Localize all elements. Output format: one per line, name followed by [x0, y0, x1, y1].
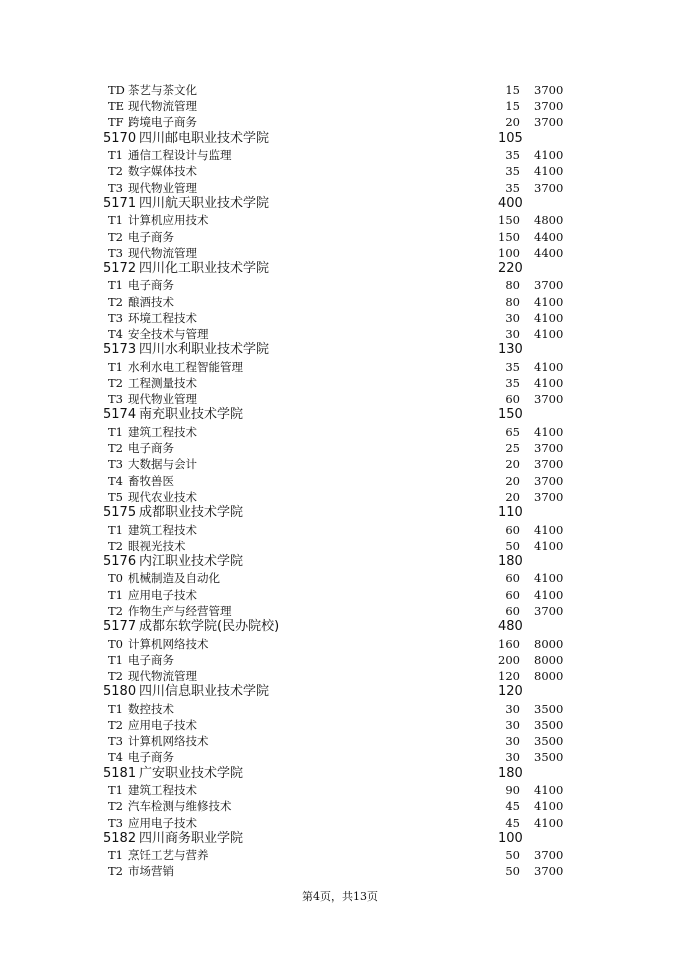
program-code: T0	[108, 571, 123, 586]
program-quota: 20	[505, 489, 520, 504]
school-row	[0, 554, 680, 571]
program-code: T1	[108, 359, 123, 374]
program-quota: 150	[498, 213, 520, 228]
program-code: T1	[108, 213, 123, 228]
program-row	[0, 229, 680, 245]
program-tuition: 4100	[534, 359, 564, 374]
program-tuition: 4400	[534, 229, 564, 244]
program-name: 眼视光技术	[128, 538, 186, 553]
program-quota: 80	[505, 294, 520, 309]
program-name: 电子商务	[128, 229, 174, 244]
program-name: 安全技术与管理	[128, 327, 209, 342]
program-code: T2	[108, 229, 123, 244]
school-code: 5172	[103, 260, 137, 276]
school-row	[0, 261, 680, 278]
program-quota: 200	[498, 652, 520, 667]
school-code: 5175	[103, 504, 137, 520]
program-quota: 50	[505, 848, 520, 863]
program-quota: 35	[505, 148, 520, 163]
program-name: 数字媒体技术	[128, 164, 197, 179]
program-row	[0, 749, 680, 765]
program-name: 现代物流管理	[128, 245, 197, 260]
program-quota: 90	[505, 783, 520, 798]
school-code: 5171	[103, 195, 137, 211]
school-code: 5174	[103, 407, 137, 423]
program-name: 机械制造及自动化	[128, 571, 220, 586]
program-row	[0, 294, 680, 310]
program-tuition: 3700	[534, 115, 564, 130]
program-quota: 35	[505, 376, 520, 390]
program-quota: 60	[505, 571, 520, 586]
school-row	[0, 196, 680, 213]
program-name: 建筑工程技术	[128, 783, 197, 798]
school-code: 5170	[103, 130, 137, 146]
program-code: TD	[108, 83, 125, 97]
program-quota: 80	[505, 278, 520, 293]
program-tuition: 8000	[534, 652, 564, 667]
program-quota: 50	[505, 864, 520, 879]
program-tuition: 4100	[534, 310, 564, 325]
program-name: 现代农业技术	[128, 489, 197, 504]
school-name: 四川商务职业学院	[139, 830, 244, 846]
school-code: 5181	[103, 765, 137, 781]
program-row	[0, 163, 680, 179]
program-tuition: 4100	[534, 783, 564, 798]
program-name: 跨境电子商务	[128, 115, 197, 130]
program-tuition: 4400	[534, 245, 564, 260]
program-row	[0, 636, 680, 652]
program-row	[0, 424, 680, 440]
school-quota: 110	[498, 504, 523, 520]
program-code: T3	[108, 392, 123, 407]
program-quota: 45	[505, 799, 520, 814]
program-quota: 35	[505, 164, 520, 179]
program-code: T2	[108, 799, 123, 814]
program-code: T4	[108, 327, 123, 342]
program-row	[0, 587, 680, 603]
program-code: T2	[108, 376, 123, 390]
program-name: 应用电子技术	[128, 717, 197, 732]
program-tuition: 4100	[534, 538, 564, 553]
program-row	[0, 847, 680, 863]
school-quota: 480	[498, 619, 523, 635]
program-name: 汽车检测与维修技术	[128, 799, 232, 814]
program-tuition: 4100	[534, 148, 564, 163]
school-name: 内江职业技术学院	[139, 553, 244, 569]
program-tuition: 4100	[534, 815, 564, 830]
program-code: T0	[108, 636, 123, 651]
school-row	[0, 684, 680, 701]
program-row	[0, 147, 680, 163]
program-quota: 50	[505, 538, 520, 553]
school-quota: 180	[498, 553, 523, 569]
program-row	[0, 863, 680, 879]
program-name: 现代物流管理	[128, 669, 197, 683]
program-quota: 15	[505, 83, 520, 97]
program-code: T3	[108, 734, 123, 749]
program-code: TF	[108, 115, 124, 130]
program-quota: 60	[505, 587, 520, 602]
program-name: 烹饪工艺与营养	[128, 848, 209, 863]
program-name: 电子商务	[128, 278, 174, 293]
program-row	[0, 489, 680, 505]
program-row	[0, 798, 680, 814]
program-code: T2	[108, 669, 123, 683]
program-code: T2	[108, 603, 123, 618]
program-row	[0, 473, 680, 489]
program-tuition: 8000	[534, 669, 564, 683]
school-quota: 130	[498, 342, 523, 358]
school-name: 成都职业技术学院	[139, 504, 244, 520]
enrollment-plan-table	[0, 82, 680, 880]
school-name: 四川水利职业技术学院	[139, 342, 270, 358]
school-quota: 180	[498, 765, 523, 781]
program-row	[0, 701, 680, 717]
school-quota: 100	[498, 830, 523, 846]
school-code: 5177	[103, 619, 137, 635]
program-name: 计算机网络技术	[128, 636, 209, 651]
program-tuition: 3500	[534, 750, 564, 765]
program-quota: 20	[505, 457, 520, 472]
program-quota: 150	[498, 229, 520, 244]
program-row	[0, 603, 680, 619]
school-row	[0, 342, 680, 359]
program-code: T4	[108, 473, 123, 488]
program-code: T2	[108, 717, 123, 732]
program-code: T3	[108, 310, 123, 325]
program-name: 建筑工程技术	[128, 522, 197, 537]
program-name: 计算机应用技术	[128, 213, 209, 228]
program-name: 通信工程设计与监理	[128, 148, 232, 163]
school-row	[0, 766, 680, 783]
program-tuition: 3700	[534, 392, 564, 407]
program-tuition: 3700	[534, 180, 564, 195]
program-row	[0, 456, 680, 472]
program-row	[0, 815, 680, 831]
program-code: T4	[108, 750, 123, 765]
school-row	[0, 131, 680, 148]
school-name: 四川邮电职业技术学院	[139, 130, 270, 146]
program-quota: 30	[505, 327, 520, 342]
school-code: 5173	[103, 342, 137, 358]
program-tuition: 3700	[534, 848, 564, 863]
page-footer: 第4页，共13页	[302, 890, 378, 903]
program-row	[0, 326, 680, 342]
program-name: 现代物业管理	[128, 392, 197, 407]
program-quota: 30	[505, 734, 520, 749]
program-tuition: 3700	[534, 489, 564, 504]
school-code: 5182	[103, 830, 137, 846]
program-code: T1	[108, 278, 123, 293]
program-tuition: 8000	[534, 636, 564, 651]
program-tuition: 4800	[534, 213, 564, 228]
program-row	[0, 668, 680, 684]
program-name: 应用电子技术	[128, 815, 197, 830]
school-name: 四川信息职业技术学院	[139, 684, 270, 700]
school-name: 四川化工职业技术学院	[139, 260, 270, 276]
program-row	[0, 359, 680, 375]
program-quota: 60	[505, 392, 520, 407]
program-name: 市场营销	[128, 864, 174, 879]
program-name: 数控技术	[128, 701, 174, 716]
program-row	[0, 717, 680, 733]
program-code: T2	[108, 538, 123, 553]
school-quota: 400	[498, 195, 523, 211]
program-name: 电子商务	[128, 441, 174, 456]
program-name: 应用电子技术	[128, 587, 197, 602]
program-name: 电子商务	[128, 750, 174, 765]
program-name: 畜牧兽医	[128, 473, 174, 488]
program-quota: 35	[505, 359, 520, 374]
school-row	[0, 407, 680, 424]
program-row	[0, 212, 680, 228]
program-code: T2	[108, 294, 123, 309]
program-code: T2	[108, 164, 123, 179]
program-code: T1	[108, 652, 123, 667]
program-row	[0, 245, 680, 261]
program-code: T2	[108, 441, 123, 456]
program-tuition: 3700	[534, 473, 564, 488]
program-name: 建筑工程技术	[128, 424, 197, 439]
program-tuition: 3700	[534, 441, 564, 456]
program-row	[0, 652, 680, 668]
school-quota: 220	[498, 260, 523, 276]
program-tuition: 3700	[534, 603, 564, 618]
program-quota: 60	[505, 522, 520, 537]
program-tuition: 4100	[534, 327, 564, 342]
program-code: T2	[108, 864, 123, 879]
program-row	[0, 98, 680, 114]
program-quota: 15	[505, 99, 520, 114]
program-tuition: 4100	[534, 571, 564, 586]
program-row	[0, 180, 680, 196]
program-code: T1	[108, 783, 123, 798]
program-name: 大数据与会计	[128, 457, 197, 472]
program-name: 电子商务	[128, 652, 174, 667]
program-quota: 30	[505, 717, 520, 732]
program-row	[0, 310, 680, 326]
program-code: T3	[108, 245, 123, 260]
program-quota: 100	[498, 245, 520, 260]
program-quota: 30	[505, 750, 520, 765]
program-quota: 30	[505, 701, 520, 716]
program-row	[0, 114, 680, 130]
program-tuition: 4100	[534, 522, 564, 537]
school-row	[0, 505, 680, 522]
program-code: T1	[108, 424, 123, 439]
program-quota: 20	[505, 473, 520, 488]
program-tuition: 4100	[534, 424, 564, 439]
program-quota: 65	[505, 424, 520, 439]
program-name: 工程测量技术	[128, 376, 197, 390]
program-tuition: 3700	[534, 864, 564, 879]
program-tuition: 3700	[534, 99, 564, 114]
program-name: 环境工程技术	[128, 310, 197, 325]
program-quota: 30	[505, 310, 520, 325]
program-tuition: 4100	[534, 799, 564, 814]
school-quota: 150	[498, 407, 523, 423]
program-code: T3	[108, 180, 123, 195]
program-code: T1	[108, 522, 123, 537]
program-quota: 35	[505, 180, 520, 195]
school-name: 成都东软学院(民办院校)	[139, 619, 280, 635]
program-quota: 60	[505, 603, 520, 618]
program-name: 计算机网络技术	[128, 734, 209, 749]
school-row	[0, 831, 680, 848]
program-row	[0, 522, 680, 538]
program-tuition: 4100	[534, 294, 564, 309]
program-tuition: 4100	[534, 587, 564, 602]
program-row	[0, 375, 680, 391]
program-row	[0, 570, 680, 586]
program-row	[0, 733, 680, 749]
program-code: TE	[108, 99, 125, 114]
program-tuition: 3700	[534, 457, 564, 472]
program-name: 作物生产与经营管理	[128, 603, 232, 618]
program-name: 酿酒技术	[128, 294, 174, 309]
program-quota: 20	[505, 115, 520, 130]
program-code: T3	[108, 457, 123, 472]
school-name: 四川航天职业技术学院	[139, 195, 270, 211]
program-row	[0, 391, 680, 407]
program-tuition: 3500	[534, 701, 564, 716]
program-tuition: 4100	[534, 164, 564, 179]
program-quota: 25	[505, 441, 520, 456]
school-row	[0, 619, 680, 636]
program-code: T5	[108, 489, 123, 504]
program-tuition: 4100	[534, 376, 564, 390]
program-row	[0, 538, 680, 554]
program-code: T3	[108, 815, 123, 830]
program-row	[0, 782, 680, 798]
program-code: T1	[108, 848, 123, 863]
program-name: 现代物业管理	[128, 180, 197, 195]
school-name: 南充职业技术学院	[139, 407, 244, 423]
program-name: 茶艺与茶文化	[128, 83, 197, 97]
school-name: 广安职业技术学院	[139, 765, 244, 781]
school-code: 5180	[103, 684, 137, 700]
program-row	[0, 440, 680, 456]
program-tuition: 3700	[534, 83, 564, 97]
program-code: T1	[108, 701, 123, 716]
program-tuition: 3500	[534, 717, 564, 732]
program-row	[0, 82, 680, 98]
program-code: T1	[108, 587, 123, 602]
program-quota: 160	[498, 636, 520, 651]
program-tuition: 3700	[534, 278, 564, 293]
program-row	[0, 277, 680, 293]
program-quota: 120	[498, 669, 520, 683]
program-name: 水利水电工程智能管理	[128, 359, 243, 374]
school-code: 5176	[103, 553, 137, 569]
school-quota: 105	[498, 130, 523, 146]
school-quota: 120	[498, 684, 523, 700]
program-tuition: 3500	[534, 734, 564, 749]
program-name: 现代物流管理	[128, 99, 197, 114]
program-quota: 45	[505, 815, 520, 830]
program-code: T1	[108, 148, 123, 163]
